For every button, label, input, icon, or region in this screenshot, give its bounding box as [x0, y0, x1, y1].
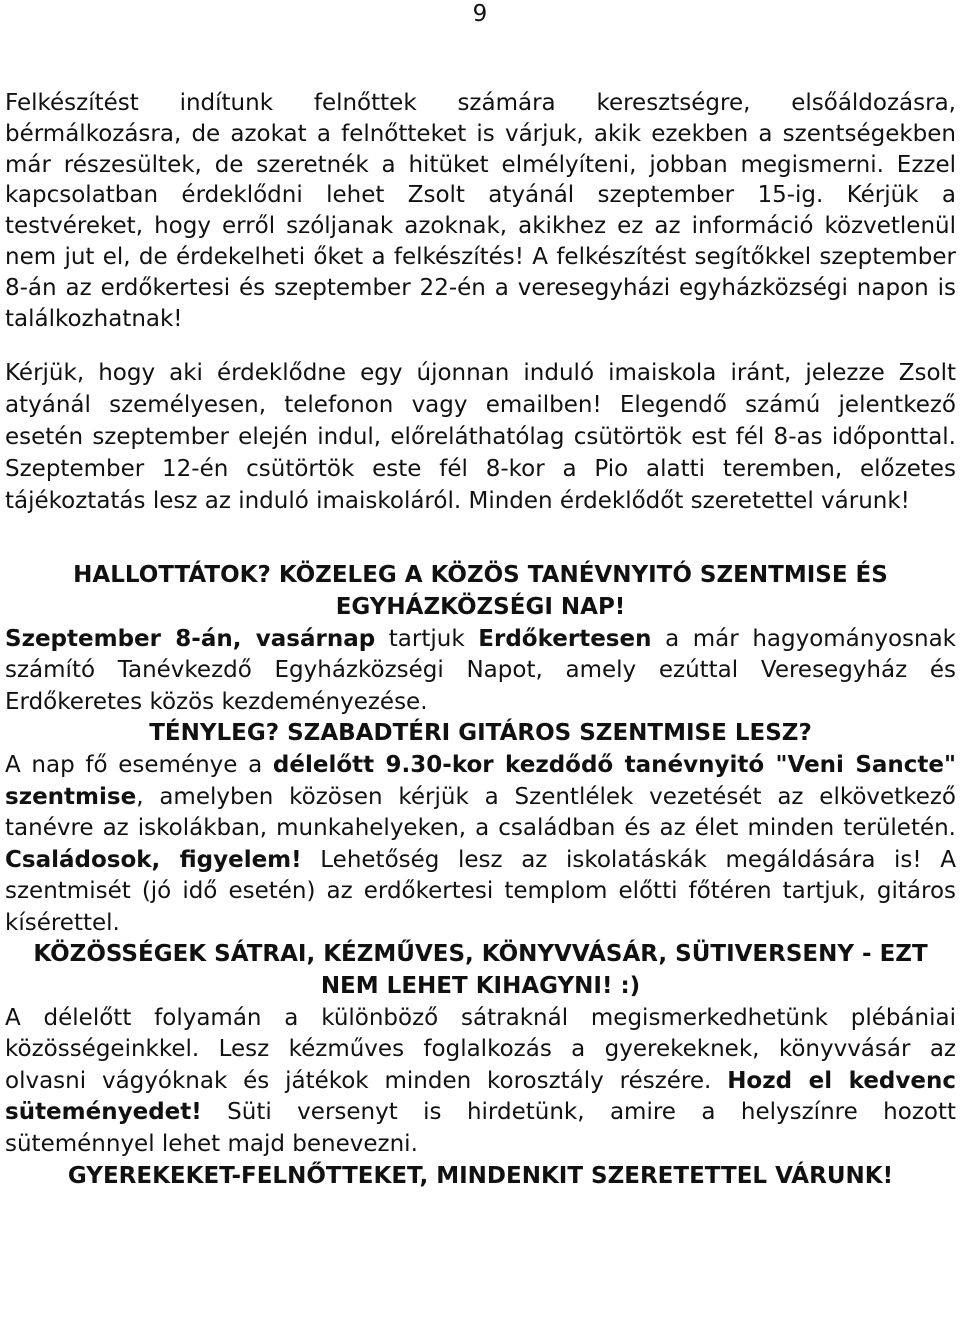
text-run: A délelőtt folyamán a különböző sátraknál megismerkedhetünk plébániai közösségeinkkel. Lesz kézműves foglalkozás a gyerekeknek, könyvvásár az olvasni vágyóknak és játékok minden korosztály részére. [5, 1004, 956, 1094]
paragraph-adult-preparation [5, 88, 956, 334]
paragraph-mass-details [5, 750, 956, 940]
sentence: Minden érdeklődőt szeretettel várunk! [468, 487, 910, 514]
text-run: Lehetőség lesz az iskolatáskák megáldására is! A szentmisét (jó idő esetén) az erdőkertesi templom előtti főtéren tartjuk, gitáros kísérettel. [5, 846, 956, 936]
text-run: , amelyben közösen kérjük a Szentlélek vezetését az elkövetkező tanévre az iskolákban, munkahelyeken, a családban és az élet minden területén. [5, 783, 956, 842]
heading-community-tents: KÖZÖSSÉGEK SÁTRAI, KÉZMŰVES, KÖNYVVÁSÁR, SÜTIVERSENY - EZT NEM LEHET KIHAGYNI! :) [33, 941, 928, 1000]
location-emphasis: Erdőkertesen [478, 625, 652, 652]
heading-closing-invitation: GYEREKEKET-FELNŐTTEKET, MINDENKIT SZERETETTEL VÁRUNK! [67, 1162, 894, 1189]
paragraph-prayer-school [5, 358, 956, 517]
sentence: Kérjük a testvéreket, hogy erről szóljanak azoknak, akikhez ez az információ közvetlenül nem jut el, de érdekelheti őket a felkészítés! [5, 182, 956, 270]
heading-opening-mass: HALLOTTÁTOK? KÖZELEG A KÖZÖS TANÉVNYITÓ SZENTMISE ÉS EGYHÁZKÖZSÉGI NAP! [73, 562, 888, 620]
sentence: Ezzel kapcsolatban érdeklődni lehet Zsolt atyánál szeptember 15-ig. [5, 151, 956, 209]
date-emphasis: Szeptember 8-án, vasárnap [5, 625, 376, 652]
page-number: 9 [472, 1, 488, 27]
families-emphasis: Családosok, figyelem! [5, 846, 302, 873]
sentence: Kérjük, hogy aki érdeklődne egy újonnan induló imaiskola iránt, jelezze Zsolt atyánál személyesen, telefonon vagy emailben! [5, 360, 956, 419]
sentence: Felkészítést indítunk felnőttek számára keresztségre, elsőáldozásra, bérmálkozásra, de azokat a felnőtteket is várjuk, akik ezekben a szentségekben már részesültek, de szeretnék a hitüket elmélyíteni, jobban megismerni. [5, 90, 956, 178]
sentence: A felkészítést segítőkkel szeptember 8-án az erdőkertesi és szeptember 22-én a veresegyházi egyházközségi napon is találkozhatnak! [5, 243, 957, 332]
text-run: A nap fő eseménye a [5, 751, 273, 778]
sentence: Elegendő számú jelentkező esetén szeptember elején indul, előreláthatólag csütörtök est fél 8-as időponttal. [5, 392, 956, 450]
heading-guitar-mass: TÉNYLEG? SZABADTÉRI GITÁROS SZENTMISE LESZ? [149, 720, 812, 747]
sentence: Szeptember 12-én csütörtök este fél 8-kor a Pio alatti teremben, előzetes tájékoztatás lesz az induló imaiskoláról. [5, 455, 956, 514]
document-body [5, 88, 956, 1192]
paragraph-parish-day [5, 624, 956, 719]
text-run: a már hagyományosnak számító Tanévkezdő Egyházközségi Napot, amely ezúttal Veresegyház és Erdőkeretes közös kezdeményezése. [5, 625, 957, 715]
mass-time-emphasis: délelőtt 9.30-kor kezdődő tanévnyitó "Veni Sancte" szentmise [5, 751, 956, 810]
text-run: tartjuk [375, 625, 479, 652]
cake-emphasis: Hozd el kedvenc süteményedet! [5, 1067, 956, 1126]
text-run: Süti versenyt is hirdetünk, amire a helyszínre hozott süteménnyel lehet majd benevezni. [5, 1099, 956, 1158]
paragraph-tents-details [5, 1003, 956, 1161]
